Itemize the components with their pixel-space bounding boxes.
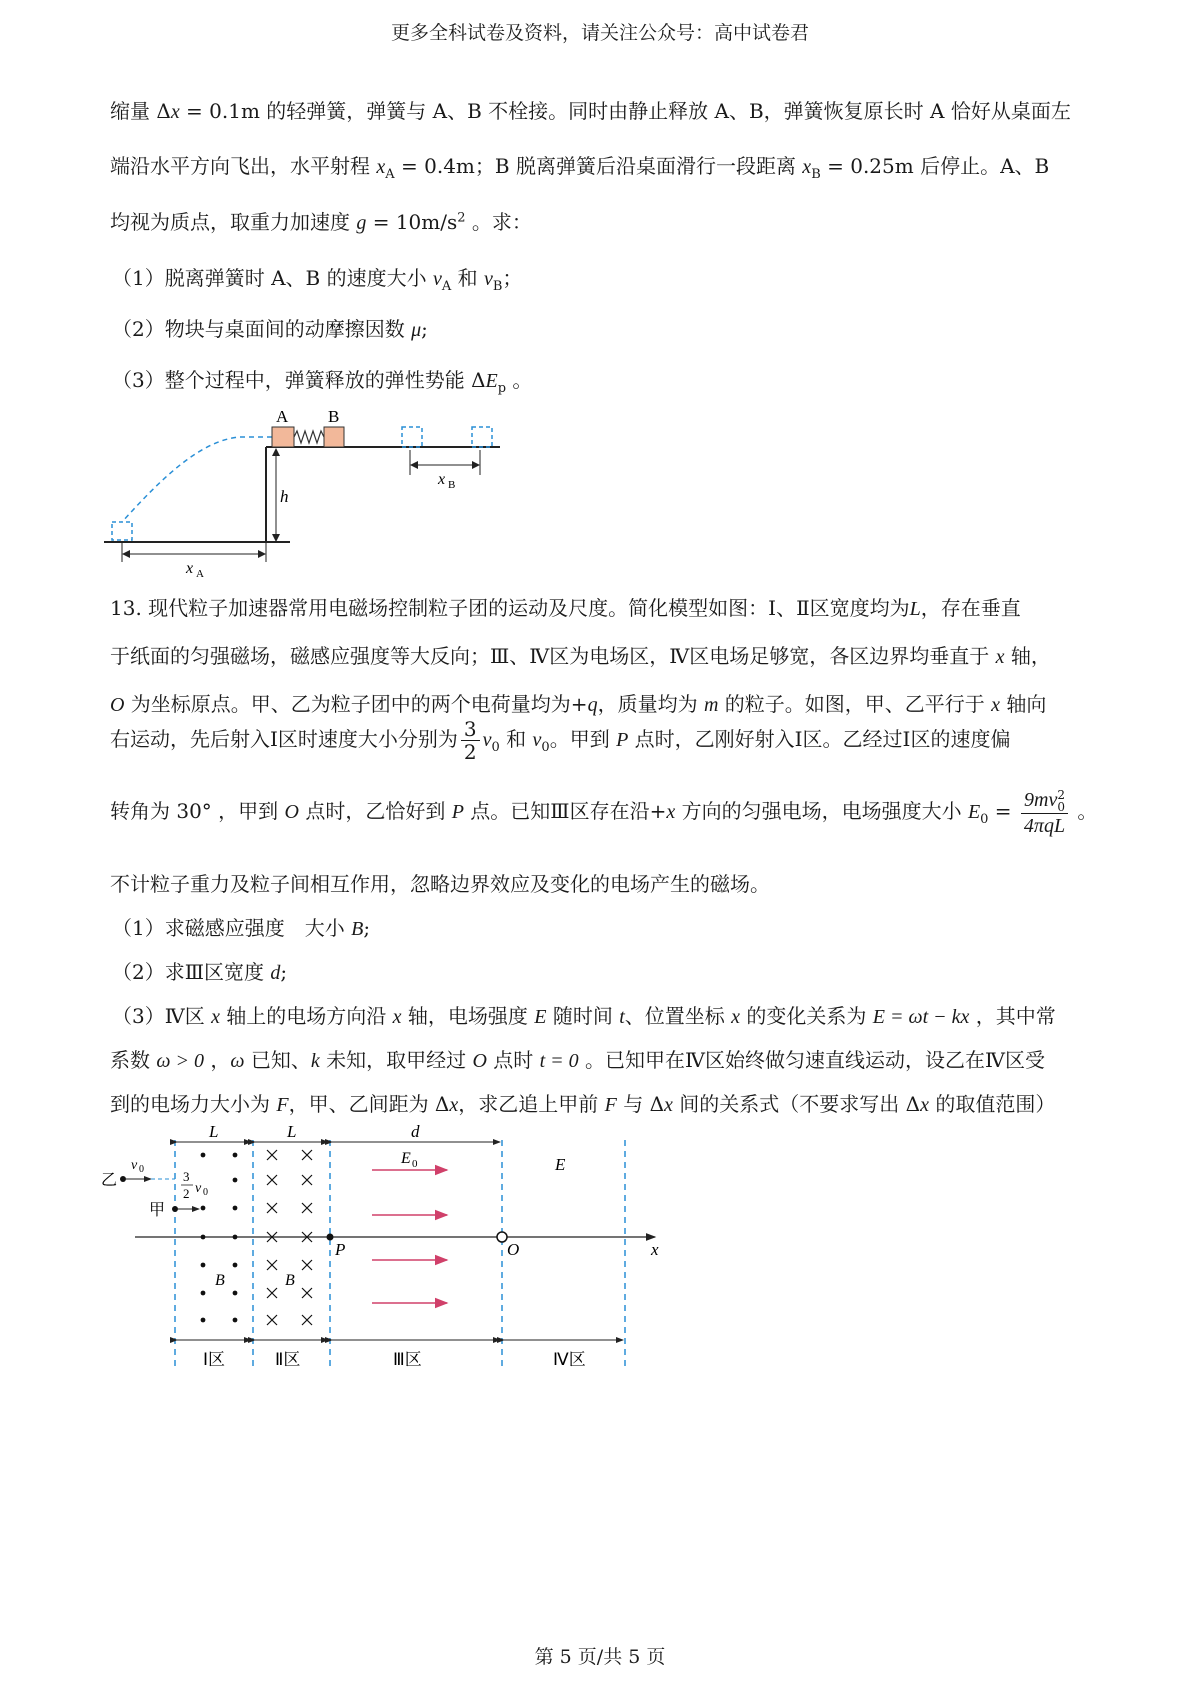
q13-line-4: 右运动，先后射入Ⅰ区时速度大小分别为 $\frac{3}{2}$ $v_0$ 和 $v_0$。甲到 P 点时，乙刚好射入Ⅰ区。乙经过Ⅰ区的速度偏: [110, 717, 1011, 764]
block-a-label: A: [276, 410, 289, 426]
b-field-in-cross: [302, 1288, 312, 1298]
spring: [294, 431, 324, 443]
spring-block-figure: [100, 410, 520, 580]
zone-4-label: Ⅳ区: [553, 1350, 586, 1369]
zone-3-label: Ⅲ区: [393, 1350, 422, 1369]
b-field-in-cross: [267, 1150, 277, 1160]
b-field-in-cross: [267, 1175, 277, 1185]
q13-line-3: O 为坐标原点。甲、乙为粒子团中的两个电荷量均为+q，质量均为 m 的粒子。如图，甲、乙平行于 x 轴向: [110, 692, 1047, 716]
point-o: O: [507, 1240, 520, 1259]
b-field-in-cross: [267, 1260, 277, 1270]
svg-text:v: v: [195, 1181, 202, 1196]
b-field-out-dot: [233, 1318, 238, 1323]
field-regions-figure: [95, 1125, 735, 1390]
b-field-in-cross: [302, 1175, 312, 1185]
b-field-in-cross: [302, 1315, 312, 1325]
width-l2: L: [287, 1125, 297, 1141]
zone-1-label: Ⅰ区: [203, 1350, 226, 1369]
b-field-in-cross: [302, 1260, 312, 1270]
block-b-label: B: [328, 410, 340, 426]
zone-2-label: Ⅱ区: [275, 1350, 301, 1369]
b-field-out-dot: [233, 1178, 238, 1183]
svg-text:0: 0: [412, 1158, 418, 1170]
b-field-1: B: [215, 1272, 225, 1289]
q13-line-2: 于纸面的匀强磁场，磁感应强度等大反向；Ⅲ、Ⅳ区为电场区，Ⅳ区电场足够宽，各区边界均垂直于 x 轴，: [110, 644, 1051, 668]
q13-line-5: 转角为 30° ，甲到 O 点时，乙恰好到 P 点。已知Ⅲ区存在沿+x 方向的匀强电场，电场强度大小 $E_0$ = 9mv 2 0 4πqL 。: [110, 787, 1098, 837]
q13-line-6: 不计粒子重力及粒子间相互作用，忽略边界效应及变化的电场产生的磁场。: [110, 872, 770, 896]
h-label: h: [280, 487, 289, 506]
q12-sub-1: （1）脱离弹簧时 A、B 的速度大小 $v_A$ 和 $v_B$；: [112, 266, 523, 294]
block-a: [272, 427, 294, 447]
svg-text:3: 3: [183, 1169, 190, 1184]
b-field-out-dot: [233, 1153, 238, 1158]
x-axis-label: x: [651, 1240, 659, 1259]
b-field-out-dot: [233, 1206, 238, 1211]
point-p: P: [335, 1240, 346, 1259]
q13-sub-1: （1）求磁感应强度 大小 B;: [112, 916, 371, 940]
svg-text:0: 0: [139, 1164, 144, 1175]
b-field-in-cross: [302, 1203, 312, 1213]
q12-line-3: 均视为质点，取重力加速度 $g = 10m/s^2$ 。求：: [110, 210, 532, 234]
xb-label: x: [438, 471, 446, 488]
b-field-out-dot: [201, 1206, 206, 1211]
width-l1: L: [209, 1125, 219, 1141]
q12-line-2: 端沿水平方向飞出，水平射程 $x_A = 0.4m$；B 脱离弹簧后沿桌面滑行一段距离 $x_B = 0.25m$ 后停止。A、B: [110, 154, 1050, 182]
q13-line-8: 到的电场力大小为 F，甲、乙间距为 Δx，求乙追上甲前 F 与 Δx 间的关系式（不要求写出 Δx 的取值范围）: [110, 1092, 1056, 1116]
q13-sub-2: （2）求Ⅲ区宽度 d;: [112, 960, 288, 984]
b-field-out-dot: [233, 1263, 238, 1268]
svg-text:0: 0: [203, 1187, 208, 1198]
q13-line-1: 13. 现代粒子加速器常用电磁场控制粒子团的运动及尺度。简化模型如图：Ⅰ、Ⅱ区宽度均为L，存在垂直: [110, 596, 1021, 620]
b-field-in-cross: [267, 1288, 277, 1298]
b-field-out-dot: [201, 1291, 206, 1296]
q13-line-7: 系数 ω > 0 ，ω 已知、k 未知，取甲经过 O 点时 t = 0 。已知甲在Ⅳ区始终做匀速直线运动，设乙在Ⅳ区受: [110, 1048, 1045, 1072]
q12-sub-3: （3）整个过程中，弹簧释放的弹性势能 $\Delta E_p$ 。: [112, 368, 533, 396]
b-field-out-dot: [233, 1291, 238, 1296]
svg-text:B: B: [448, 479, 456, 491]
b-field-in-cross: [302, 1150, 312, 1160]
b-field-out-dot: [201, 1153, 206, 1158]
q13-sub-3: （3）Ⅳ区 x 轴上的电场方向沿 x 轴，电场强度 E 随时间 t、位置坐标 x 的变化关系为 E = ωt − kx ，其中常: [112, 1004, 1056, 1028]
b-field-out-dot: [201, 1235, 206, 1240]
block-a-landed: [112, 522, 132, 540]
width-d: d: [411, 1125, 420, 1141]
page-header: 更多全科试卷及资料，请关注公众号：高中试卷君: [390, 22, 809, 44]
e0-label: E: [401, 1150, 411, 1167]
e-field-label: E: [555, 1155, 566, 1174]
q12-line-1: 缩量 Δx = 0.1m 的轻弹簧，弹簧与 A、B 不栓接。同时由静止释放 A、B，弹簧恢复原长时 A 恰好从桌面左: [110, 99, 1071, 123]
q12-sub-2: （2）物块与桌面间的动摩擦因数 μ;: [112, 317, 428, 341]
b-field-in-cross: [267, 1203, 277, 1213]
b-field-out-dot: [201, 1318, 206, 1323]
svg-text:A: A: [196, 568, 204, 580]
b-field-out-dot: [233, 1235, 238, 1240]
svg-text:2: 2: [183, 1186, 190, 1201]
page-footer: 第 5 页/共 5 页: [534, 1646, 666, 1668]
b-field-2: B: [285, 1272, 295, 1289]
xa-label: x: [186, 560, 194, 577]
b-field-in-cross: [267, 1315, 277, 1325]
b-field-out-dot: [201, 1263, 206, 1268]
svg-text:v: v: [131, 1158, 138, 1173]
block-b: [324, 427, 344, 447]
particle-jia-label: 甲: [149, 1202, 166, 1219]
particle-yi-label: 乙: [101, 1172, 118, 1189]
